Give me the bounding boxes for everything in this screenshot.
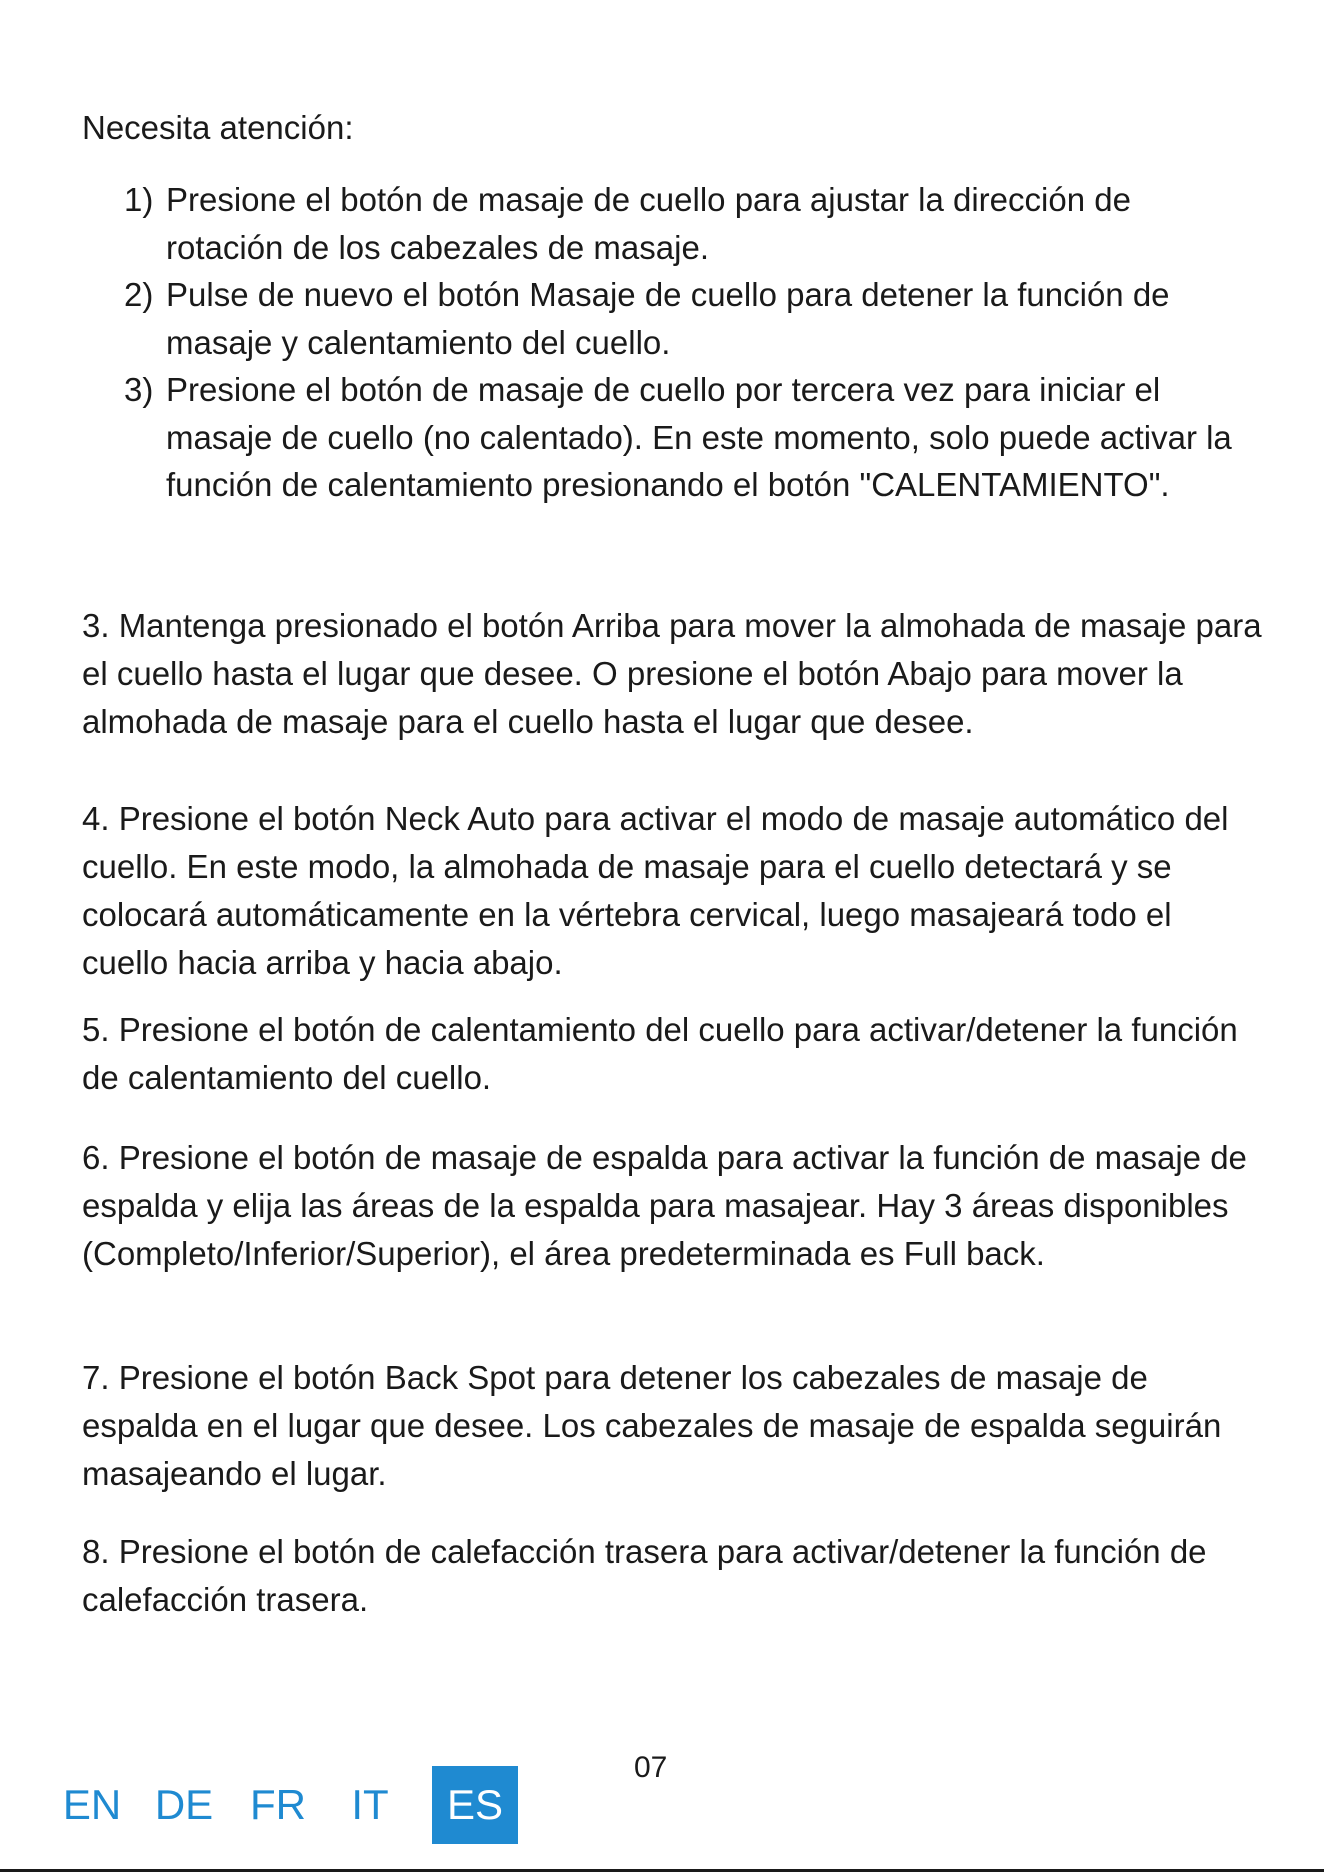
list-item-text: Presione el botón de masaje de cuello para ajustar la dirección de rotación de los cabezales de masaje.: [166, 181, 1131, 266]
list-item: [124, 176, 1244, 271]
list-item-number: 3): [124, 371, 154, 408]
language-tab-es-active[interactable]: ES: [432, 1766, 518, 1844]
language-tab-fr[interactable]: FR: [250, 1781, 306, 1828]
step-3-paragraph: 3. Mantenga presionado el botón Arriba para mover la almohada de masaje para el cuello hasta el lugar que desee. O presione el botón Abajo para mover la almohada de masaje para el cuello hasta el lugar que desee.: [82, 607, 1262, 740]
language-tab-en[interactable]: EN: [62, 1781, 122, 1828]
step-6-paragraph: 6. Presione el botón de masaje de espalda para activar la función de masaje de espalda y elija las áreas de la espalda para masajear. Hay 3 áreas disponibles (Completo/Inferior/Superior), el área predeterminada es Full back.: [82, 1139, 1247, 1272]
step-7-paragraph: 7. Presione el botón Back Spot para detener los cabezales de masaje de espalda en el lugar que desee. Los cabezales de masaje de espalda seguirán masajeando el lugar.: [82, 1359, 1222, 1492]
step-5-paragraph: 5. Presione el botón de calentamiento del cuello para activar/detener la función de calentamiento del cuello.: [82, 1011, 1238, 1096]
list-item-text: Presione el botón de masaje de cuello por tercera vez para iniciar el masaje de cuello (no calentado). En este momento, solo puede activar la función de calentamiento presionando el botón "CALENTAMIENTO".: [166, 371, 1232, 503]
attention-sublist: [124, 176, 1244, 509]
language-selector: [60, 1766, 518, 1844]
language-tab-de[interactable]: DE: [154, 1781, 214, 1828]
attention-heading: Necesita atención:: [82, 109, 354, 146]
list-item-text: Pulse de nuevo el botón Masaje de cuello para detener la función de masaje y calentamiento del cuello.: [166, 276, 1170, 361]
step-4-paragraph: 4. Presione el botón Neck Auto para activar el modo de masaje automático del cuello. En este modo, la almohada de masaje para el cuello detectará y se colocará automáticamente en la vértebra cervical, luego masajeará todo el cuello hacia arriba y hacia abajo.: [82, 800, 1229, 981]
list-item-number: 1): [124, 181, 154, 218]
language-tab-it[interactable]: IT: [351, 1781, 389, 1828]
list-item: [124, 366, 1244, 509]
list-item: [124, 271, 1244, 366]
step-8-paragraph: 8. Presione el botón de calefacción trasera para activar/detener la función de calefacción trasera.: [82, 1533, 1207, 1618]
page-number: 07: [634, 1751, 668, 1784]
list-item-number: 2): [124, 276, 154, 313]
